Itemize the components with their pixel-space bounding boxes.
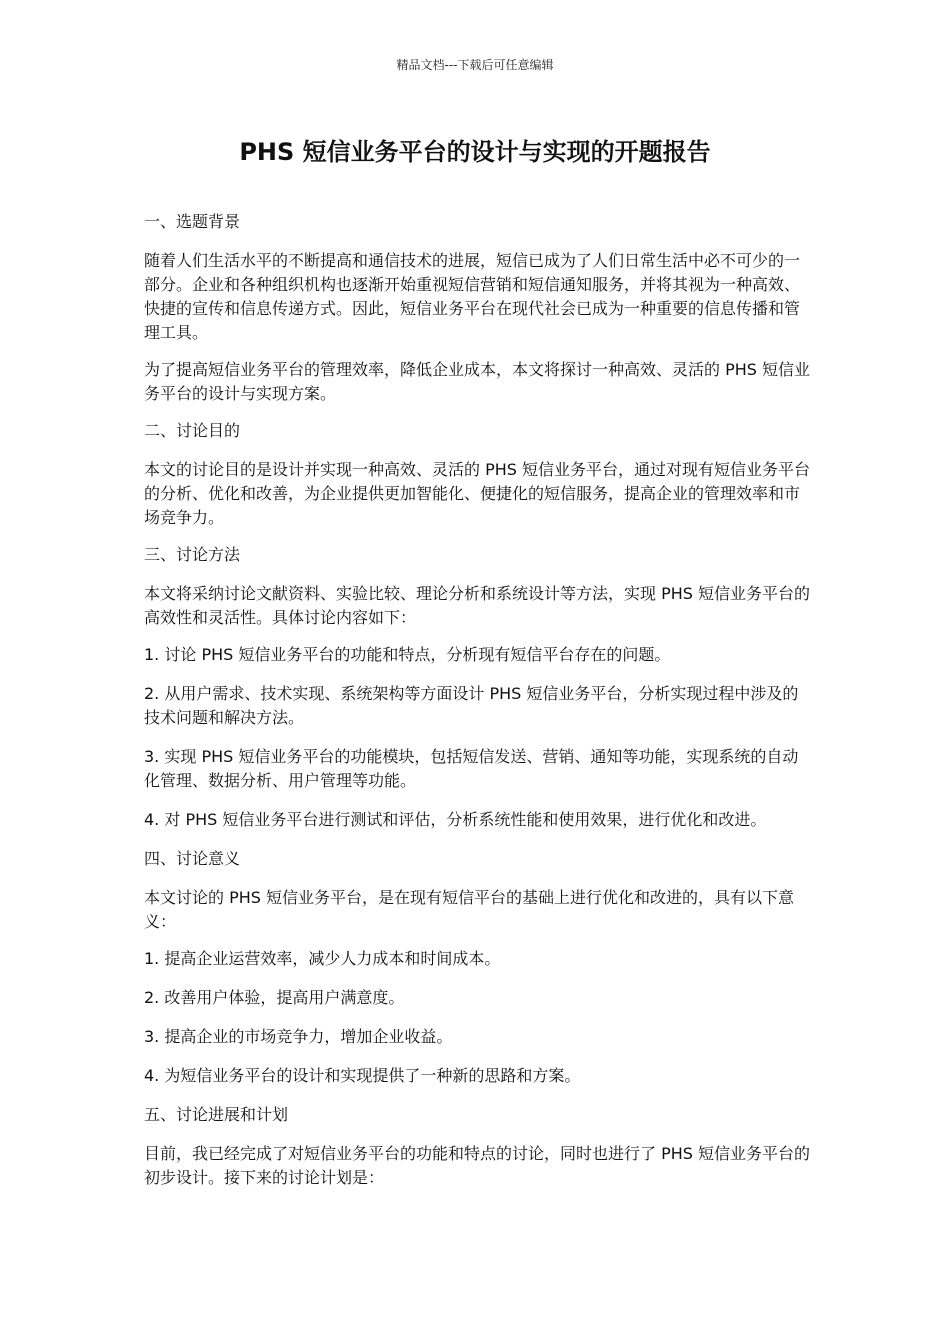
paragraph: 目前，我已经完成了对短信业务平台的功能和特点的讨论，同时也进行了 PHS 短信业务平台的初步设计。接下来的讨论计划是： <box>144 1144 811 1187</box>
section-heading-method: 三、讨论方法 <box>144 545 241 564</box>
section-heading-progress: 五、讨论进展和计划 <box>144 1105 289 1124</box>
section-heading-background: 一、选题背景 <box>144 212 241 231</box>
paragraph: 随着人们生活水平的不断提高和通信技术的进展，短信已成为了人们日常生活中必不可少的一部分。企业和各种组织机构也逐渐开始重视短信营销和短信通知服务，并将其视为一种高效、快捷的宣传和信息传递方式。因此，短信业务平台在现代社会已成为一种重要的信息传播和管理工具。 <box>144 251 801 342</box>
document-body <box>144 210 814 1203</box>
list-item: 2. 改善用户体验，提高用户满意度。 <box>144 988 405 1007</box>
list-item: 1. 讨论 PHS 短信业务平台的功能和特点，分析现有短信平台存在的问题。 <box>144 645 671 664</box>
document-title: PHS 短信业务平台的设计与实现的开题报告 <box>239 138 711 166</box>
list-item: 4. 对 PHS 短信业务平台进行测试和评估，分析系统性能和使用效果，进行优化和改进。 <box>144 810 767 829</box>
list-item: 4. 为短信业务平台的设计和实现提供了一种新的思路和方案。 <box>144 1066 581 1085</box>
paragraph: 为了提高短信业务平台的管理效率，降低企业成本，本文将探讨一种高效、灵活的 PHS 短信业务平台的设计与实现方案。 <box>144 360 811 403</box>
section-heading-significance: 四、讨论意义 <box>144 849 241 868</box>
section-heading-purpose: 二、讨论目的 <box>144 421 241 440</box>
paragraph: 本文将采纳讨论文献资料、实验比较、理论分析和系统设计等方法，实现 PHS 短信业务平台的高效性和灵活性。具体讨论内容如下： <box>144 584 811 627</box>
paragraph: 本文讨论的 PHS 短信业务平台，是在现有短信平台的基础上进行优化和改进的，具有以下意义： <box>144 888 795 931</box>
header-note: 精品文档---下载后可任意编辑 <box>396 58 554 72</box>
list-item: 3. 提高企业的市场竞争力，增加企业收益。 <box>144 1027 453 1046</box>
list-item: 3. 实现 PHS 短信业务平台的功能模块，包括短信发送、营销、通知等功能，实现系统的自动化管理、数据分析、用户管理等功能。 <box>144 747 799 790</box>
paragraph: 本文的讨论目的是设计并实现一种高效、灵活的 PHS 短信业务平台，通过对现有短信业务平台的分析、优化和改善，为企业提供更加智能化、便捷化的短信服务，提高企业的管理效率和市场竞争力。 <box>144 460 811 527</box>
list-item: 2. 从用户需求、技术实现、系统架构等方面设计 PHS 短信业务平台，分析实现过程中涉及的技术问题和解决方法。 <box>144 684 799 727</box>
list-item: 1. 提高企业运营效率，减少人力成本和时间成本。 <box>144 949 501 968</box>
